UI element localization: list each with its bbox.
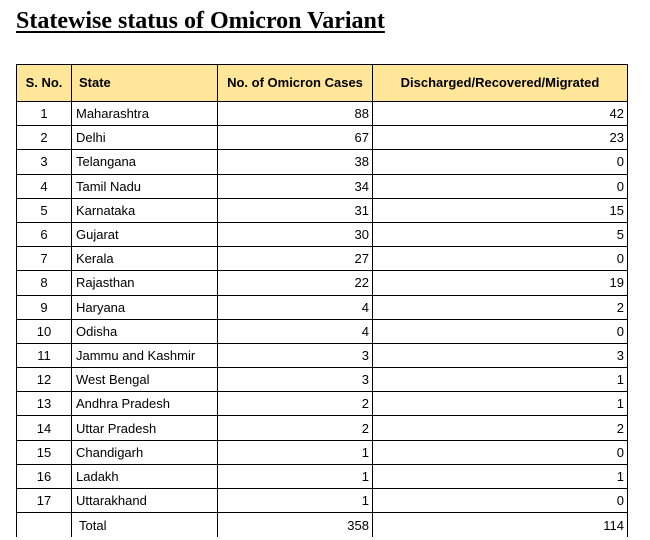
cell-state: West Bengal <box>72 368 218 392</box>
cell-discharged: 2 <box>373 416 628 440</box>
header-omicron-cases: No. of Omicron Cases <box>218 65 373 102</box>
table-header <box>17 65 628 102</box>
cell-state: Andhra Pradesh <box>72 392 218 416</box>
total-cases: 358 <box>218 513 373 538</box>
cell-sno: 16 <box>17 464 72 488</box>
cell-state: Jammu and Kashmir <box>72 343 218 367</box>
cell-discharged: 2 <box>373 295 628 319</box>
table-row <box>17 126 628 150</box>
cell-discharged: 19 <box>373 271 628 295</box>
cell-cases: 27 <box>218 247 373 271</box>
cell-sno: 15 <box>17 440 72 464</box>
table-row <box>17 319 628 343</box>
cell-sno: 10 <box>17 319 72 343</box>
cell-discharged: 1 <box>373 368 628 392</box>
cell-cases: 38 <box>218 150 373 174</box>
table-row <box>17 343 628 367</box>
table-body <box>17 102 628 538</box>
cell-state: Rajasthan <box>72 271 218 295</box>
cell-sno: 6 <box>17 222 72 246</box>
cell-discharged: 1 <box>373 464 628 488</box>
cell-cases: 22 <box>218 271 373 295</box>
table-row <box>17 102 628 126</box>
cell-sno-empty <box>17 513 72 538</box>
cell-cases: 1 <box>218 440 373 464</box>
cell-discharged: 0 <box>373 319 628 343</box>
table-row <box>17 416 628 440</box>
table-row <box>17 174 628 198</box>
table-row <box>17 247 628 271</box>
cell-cases: 1 <box>218 489 373 513</box>
cell-sno: 4 <box>17 174 72 198</box>
table-row <box>17 489 628 513</box>
cell-cases: 88 <box>218 102 373 126</box>
cell-discharged: 1 <box>373 392 628 416</box>
cell-sno: 9 <box>17 295 72 319</box>
cell-cases: 34 <box>218 174 373 198</box>
cell-state: Tamil Nadu <box>72 174 218 198</box>
cell-state: Delhi <box>72 126 218 150</box>
cell-cases: 4 <box>218 295 373 319</box>
cell-sno: 12 <box>17 368 72 392</box>
table-row <box>17 295 628 319</box>
cell-cases: 3 <box>218 368 373 392</box>
table-row <box>17 222 628 246</box>
cell-sno: 17 <box>17 489 72 513</box>
cell-cases: 3 <box>218 343 373 367</box>
cell-cases: 2 <box>218 416 373 440</box>
cell-sno: 2 <box>17 126 72 150</box>
cell-sno: 1 <box>17 102 72 126</box>
cell-discharged: 23 <box>373 126 628 150</box>
cell-discharged: 15 <box>373 198 628 222</box>
cell-discharged: 42 <box>373 102 628 126</box>
header-sno: S. No. <box>17 65 72 102</box>
table-row <box>17 198 628 222</box>
cell-state: Chandigarh <box>72 440 218 464</box>
total-discharged: 114 <box>373 513 628 538</box>
cell-state: Karnataka <box>72 198 218 222</box>
cell-state: Maharashtra <box>72 102 218 126</box>
cell-state: Uttar Pradesh <box>72 416 218 440</box>
cell-discharged: 3 <box>373 343 628 367</box>
cell-cases: 67 <box>218 126 373 150</box>
cell-state: Gujarat <box>72 222 218 246</box>
table-row <box>17 150 628 174</box>
cell-sno: 14 <box>17 416 72 440</box>
cell-state: Ladakh <box>72 464 218 488</box>
cell-sno: 11 <box>17 343 72 367</box>
cell-cases: 4 <box>218 319 373 343</box>
table-row <box>17 392 628 416</box>
cell-cases: 2 <box>218 392 373 416</box>
cell-state: Uttarakhand <box>72 489 218 513</box>
cell-state: Odisha <box>72 319 218 343</box>
total-label: Total <box>72 513 218 538</box>
cell-sno: 5 <box>17 198 72 222</box>
cell-cases: 31 <box>218 198 373 222</box>
cell-sno: 7 <box>17 247 72 271</box>
header-discharged: Discharged/Recovered/Migrated <box>373 65 628 102</box>
total-row <box>17 513 628 538</box>
cell-discharged: 0 <box>373 150 628 174</box>
cell-discharged: 0 <box>373 489 628 513</box>
cell-cases: 30 <box>218 222 373 246</box>
cell-state: Kerala <box>72 247 218 271</box>
cell-discharged: 5 <box>373 222 628 246</box>
table-row <box>17 271 628 295</box>
table-row <box>17 440 628 464</box>
header-row <box>17 65 628 102</box>
cell-discharged: 0 <box>373 247 628 271</box>
cell-state: Haryana <box>72 295 218 319</box>
cell-discharged: 0 <box>373 440 628 464</box>
omicron-status-table <box>16 64 628 537</box>
cell-cases: 1 <box>218 464 373 488</box>
table-row <box>17 464 628 488</box>
table-row <box>17 368 628 392</box>
cell-state: Telangana <box>72 150 218 174</box>
cell-sno: 8 <box>17 271 72 295</box>
cell-sno: 3 <box>17 150 72 174</box>
cell-sno: 13 <box>17 392 72 416</box>
page-title: Statewise status of Omicron Variant <box>16 8 385 34</box>
header-state: State <box>72 65 218 102</box>
cell-discharged: 0 <box>373 174 628 198</box>
